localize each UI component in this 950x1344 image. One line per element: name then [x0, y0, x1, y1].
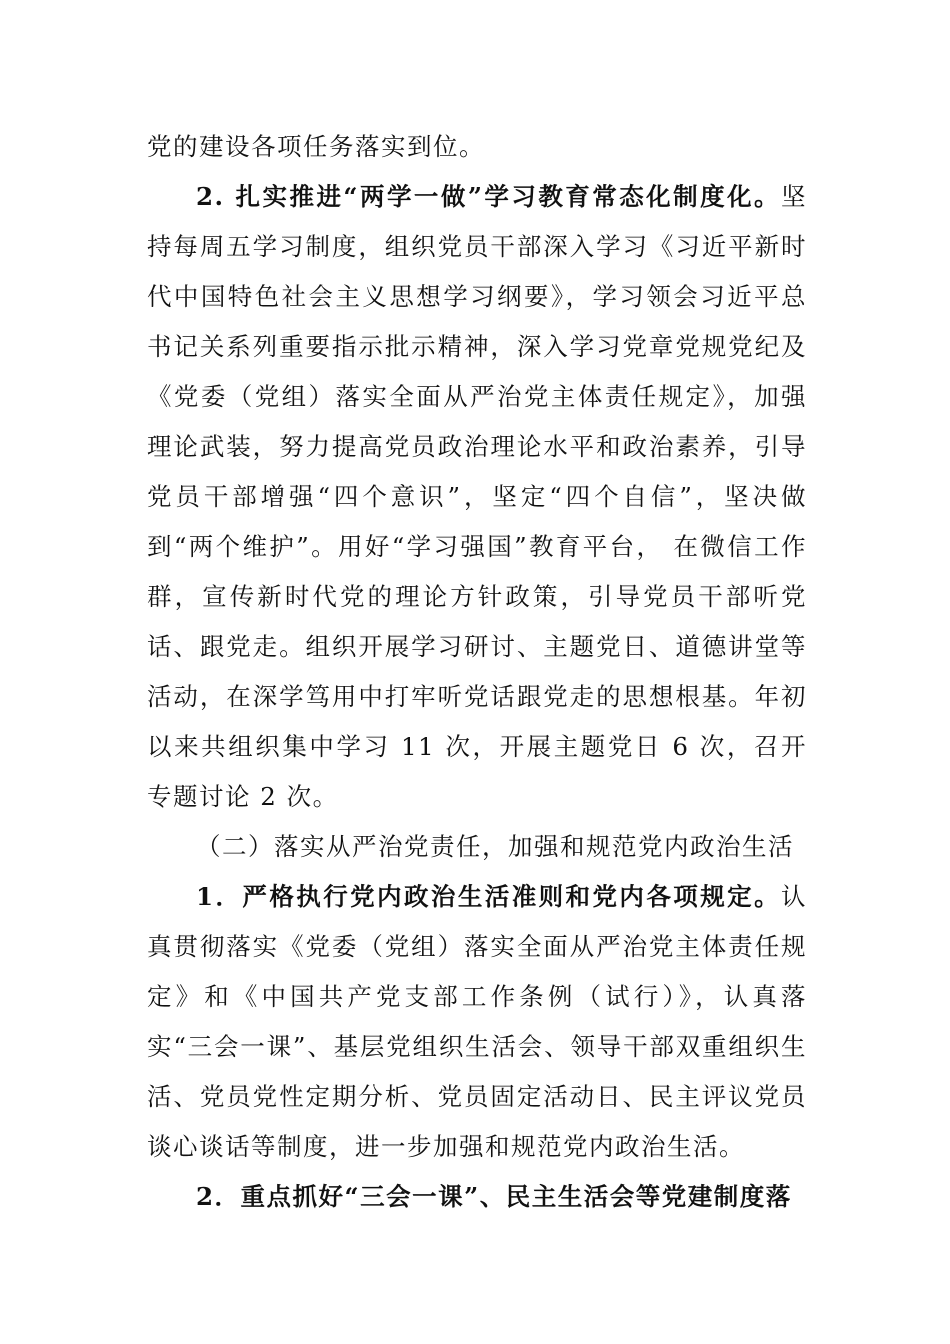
paragraph-lead-heading: 2. 扎实推进“两学一做”学习教育常态化制度化。	[196, 182, 781, 211]
paragraph-study-education	[147, 172, 807, 822]
paragraph-political-life	[147, 872, 807, 1172]
paragraph-text: 坚持每周五学习制度，组织党员干部深入学习《习近平新时代中国特色社会主义思想学习纲要》，学习领会习近平总书记关系列重要指示批示精神，深入学习党章党规党纪及《党委（党组）落实全面从严治党主体责任规定》，加强理论武装，努力提高党员政治理论水平和政治素养，引导党员干部增强“四个意识”，坚定“四个自信”，坚决做到“两个维护”。用好“学习强国”教育平台， 在微信工作群，宣传新时代党的理论方针政策，引导党员干部听党话、跟党走。组织开展学习研讨、主题党日、道德讲堂等活动，在深学笃用中打牢听党话跟党走的思想根基。年初以来共组织集中学习 11 次，开展主题党日 6 次，召开专题讨论 2 次。	[147, 182, 807, 811]
paragraph-text: 认真贯彻落实《党委（党组）落实全面从严治党主体责任规定》和《中国共产党支部工作条例（试行）》，认真落实“三会一课”、基层党组织生活会、领导干部双重组织生活、党员党性定期分析、党员固定活动日、民主评议党员谈心谈话等制度，进一步加强和规范党内政治生活。	[147, 882, 807, 1161]
section-heading	[147, 822, 807, 872]
paragraph-lead-heading: 1．严格执行党内政治生活准则和党内各项规定。	[196, 882, 781, 911]
paragraph-continuation	[147, 122, 807, 172]
paragraph-text: 党的建设各项任务落实到位。	[147, 132, 485, 161]
paragraph-lead-heading: 2．重点抓好“三会一课”、民主生活会等党建制度落	[196, 1182, 792, 1211]
section-heading-text: （二）落实从严治党责任，加强和规范党内政治生活	[196, 832, 794, 861]
document-body	[147, 122, 807, 1222]
paragraph-party-systems	[147, 1172, 807, 1222]
